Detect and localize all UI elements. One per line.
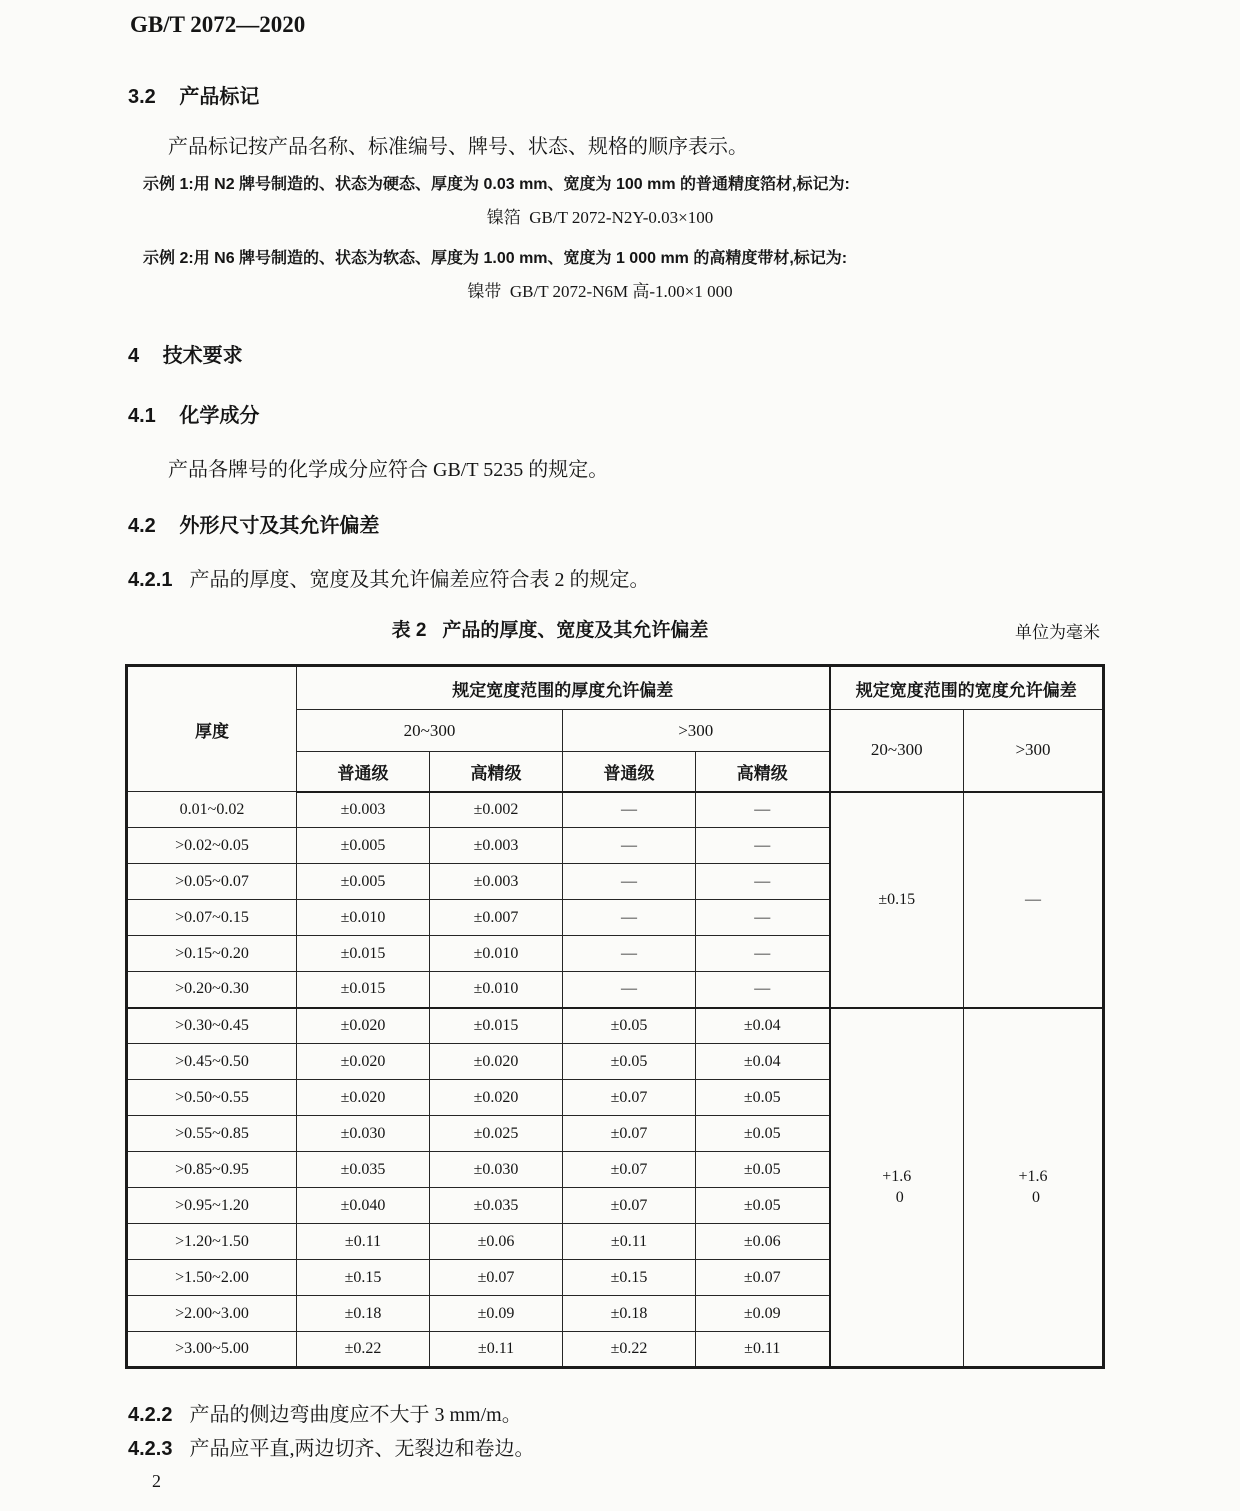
cell-high-20-300: ±0.002 xyxy=(430,792,563,828)
merged-cell-width-tol-20-300: ±0.15 xyxy=(830,792,964,1008)
cell-thickness: >0.95~1.20 xyxy=(127,1188,297,1224)
header-grade-high: 高精级 xyxy=(430,752,563,792)
cell-normal-gt300: ±0.22 xyxy=(563,1332,696,1368)
cell-normal-20-300: ±0.020 xyxy=(297,1008,430,1044)
cell-thickness: >0.05~0.07 xyxy=(127,864,297,900)
header-width-range-gt300: >300 xyxy=(964,710,1104,792)
cell-normal-20-300: ±0.020 xyxy=(297,1044,430,1080)
example-2-marking: 镍带 GB/T 2072-N6M 高-1.00×1 000 xyxy=(467,282,733,301)
cell-normal-20-300: ±0.003 xyxy=(297,792,430,828)
clause-text: 产品应平直,两边切齐、无裂边和卷边。 xyxy=(189,1438,535,1460)
header-grade-high: 高精级 xyxy=(696,752,830,792)
tolerance-lower-value: 0 xyxy=(1032,1189,1040,1207)
cell-high-gt300: ±0.11 xyxy=(696,1332,830,1368)
cell-thickness: 0.01~0.02 xyxy=(127,792,297,828)
cell-thickness: >3.00~5.00 xyxy=(127,1332,297,1368)
cell-thickness: >1.20~1.50 xyxy=(127,1224,297,1260)
example-1-label: 示例 1: xyxy=(143,176,194,193)
clause-4-2-heading xyxy=(0,513,1240,539)
cell-normal-gt300: ±0.07 xyxy=(563,1152,696,1188)
cell-normal-20-300: ±0.015 xyxy=(297,936,430,972)
table2-caption-row xyxy=(0,619,1240,643)
clause-4-2-2 xyxy=(0,1402,1240,1428)
header-grade-normal: 普通级 xyxy=(297,752,430,792)
cell-high-20-300: ±0.07 xyxy=(430,1260,563,1296)
example-1-marking: 镍箔 GB/T 2072-N2Y-0.03×100 xyxy=(486,208,714,227)
clause-text: 产品的侧边弯曲度应不大于 3 mm/m。 xyxy=(189,1404,522,1426)
clause-text: 产品的厚度、宽度及其允许偏差应符合表 2 的规定。 xyxy=(189,569,650,591)
clause-title: 技术要求 xyxy=(162,345,243,367)
header-grade-normal: 普通级 xyxy=(563,752,696,792)
table2-body xyxy=(127,792,1104,1368)
cell-normal-gt300: — xyxy=(563,828,696,864)
cell-high-gt300: ±0.05 xyxy=(696,1116,830,1152)
clause-number: 4.2 xyxy=(128,515,156,537)
cell-high-gt300: ±0.05 xyxy=(696,1080,830,1116)
cell-normal-20-300: ±0.15 xyxy=(297,1260,430,1296)
merged-cell-width-tol-gt300 xyxy=(964,1008,1104,1368)
cell-normal-gt300: ±0.05 xyxy=(563,1008,696,1044)
cell-normal-gt300: — xyxy=(563,792,696,828)
clause-4-2-1 xyxy=(0,567,1240,593)
cell-high-gt300: ±0.05 xyxy=(696,1152,830,1188)
table2 xyxy=(125,664,1105,1369)
cell-normal-gt300: ±0.07 xyxy=(563,1188,696,1224)
cell-normal-20-300: ±0.020 xyxy=(297,1080,430,1116)
cell-thickness: >0.07~0.15 xyxy=(127,900,297,936)
cell-high-20-300: ±0.025 xyxy=(430,1116,563,1152)
cell-normal-20-300: ±0.22 xyxy=(297,1332,430,1368)
cell-thickness: >0.45~0.50 xyxy=(127,1044,297,1080)
cell-normal-20-300: ±0.040 xyxy=(297,1188,430,1224)
cell-normal-20-300: ±0.010 xyxy=(297,900,430,936)
cell-high-20-300: ±0.007 xyxy=(430,900,563,936)
cell-high-gt300: — xyxy=(696,972,830,1008)
cell-high-20-300: ±0.09 xyxy=(430,1296,563,1332)
cell-high-20-300: ±0.003 xyxy=(430,828,563,864)
cell-thickness: >0.50~0.55 xyxy=(127,1080,297,1116)
example-1-text: 用 N2 牌号制造的、状态为硬态、厚度为 0.03 mm、宽度为 100 mm 的普通精度箔材,标记为: xyxy=(193,176,850,193)
cell-normal-20-300: ±0.015 xyxy=(297,972,430,1008)
clause-3-2-heading xyxy=(0,84,1240,110)
cell-high-20-300: ±0.010 xyxy=(430,972,563,1008)
merged-cell-width-tol-gt300: — xyxy=(964,792,1104,1008)
cell-normal-gt300: ±0.15 xyxy=(563,1260,696,1296)
header-thickness-tolerance-group: 规定宽度范围的厚度允许偏差 xyxy=(297,666,830,710)
clause-4-heading xyxy=(0,343,1240,369)
cell-normal-20-300: ±0.005 xyxy=(297,828,430,864)
cell-normal-20-300: ±0.005 xyxy=(297,864,430,900)
clause-4-1-body: 产品各牌号的化学成分应符合 GB/T 5235 的规定。 xyxy=(168,459,609,481)
page-number: 2 xyxy=(152,1471,161,1491)
cell-normal-gt300: ±0.07 xyxy=(563,1116,696,1152)
table2-caption xyxy=(0,619,1100,643)
example-2 xyxy=(0,248,1240,270)
cell-high-gt300: ±0.04 xyxy=(696,1008,830,1044)
header-width-tolerance-group: 规定宽度范围的宽度允许偏差 xyxy=(830,666,1104,710)
cell-thickness: >0.02~0.05 xyxy=(127,828,297,864)
cell-normal-gt300: — xyxy=(563,900,696,936)
table-row xyxy=(127,792,1104,828)
header-thickness: 厚度 xyxy=(127,666,297,792)
header-range-gt300: >300 xyxy=(563,710,830,752)
cell-high-gt300: — xyxy=(696,828,830,864)
header-width-range-20-300: 20~300 xyxy=(830,710,964,792)
clause-number: 3.2 xyxy=(128,86,156,108)
cell-high-gt300: — xyxy=(696,792,830,828)
clause-title: 产品标记 xyxy=(179,86,260,108)
cell-normal-20-300: ±0.18 xyxy=(297,1296,430,1332)
cell-high-20-300: ±0.030 xyxy=(430,1152,563,1188)
example-2-label: 示例 2: xyxy=(143,250,194,267)
clause-number: 4.2.3 xyxy=(128,1438,173,1460)
cell-high-gt300: ±0.06 xyxy=(696,1224,830,1260)
cell-normal-gt300: ±0.11 xyxy=(563,1224,696,1260)
table2-header xyxy=(127,666,1104,792)
cell-normal-gt300: — xyxy=(563,972,696,1008)
clause-title: 化学成分 xyxy=(179,405,260,427)
merged-cell-width-tol-20-300 xyxy=(830,1008,964,1368)
tolerance-upper-value: +1.6 xyxy=(1018,1168,1048,1186)
cell-thickness: >0.20~0.30 xyxy=(127,972,297,1008)
cell-normal-gt300: ±0.07 xyxy=(563,1080,696,1116)
cell-thickness: >0.55~0.85 xyxy=(127,1116,297,1152)
cell-high-20-300: ±0.035 xyxy=(430,1188,563,1224)
clause-4-1-heading xyxy=(0,403,1240,429)
cell-high-20-300: ±0.015 xyxy=(430,1008,563,1044)
clause-title: 外形尺寸及其允许偏差 xyxy=(179,515,380,537)
table-row xyxy=(127,1008,1104,1044)
cell-high-gt300: ±0.04 xyxy=(696,1044,830,1080)
cell-high-gt300: ±0.09 xyxy=(696,1296,830,1332)
cell-high-20-300: ±0.003 xyxy=(430,864,563,900)
cell-high-20-300: ±0.06 xyxy=(430,1224,563,1260)
clause-4-2-3 xyxy=(0,1436,1240,1462)
cell-high-gt300: ±0.07 xyxy=(696,1260,830,1296)
cell-thickness: >0.85~0.95 xyxy=(127,1152,297,1188)
cell-high-gt300: — xyxy=(696,864,830,900)
example-2-text: 用 N6 牌号制造的、状态为软态、厚度为 1.00 mm、宽度为 1 000 mm 的高精度带材,标记为: xyxy=(193,250,848,267)
cell-normal-20-300: ±0.035 xyxy=(297,1152,430,1188)
cell-normal-gt300: ±0.18 xyxy=(563,1296,696,1332)
cell-normal-20-300: ±0.030 xyxy=(297,1116,430,1152)
cell-thickness: >0.15~0.20 xyxy=(127,936,297,972)
tolerance-upper-value: +1.6 xyxy=(882,1168,912,1186)
cell-normal-gt300: — xyxy=(563,864,696,900)
cell-thickness: >2.00~3.00 xyxy=(127,1296,297,1332)
cell-high-20-300: ±0.020 xyxy=(430,1080,563,1116)
table2-unit-note: 单位为毫米 xyxy=(1015,623,1100,642)
table-caption-label: 表 2 xyxy=(391,620,427,641)
cell-thickness: >1.50~2.00 xyxy=(127,1260,297,1296)
clause-number: 4.2.1 xyxy=(128,569,173,591)
cell-normal-20-300: ±0.11 xyxy=(297,1224,430,1260)
clause-3-2-body: 产品标记按产品名称、标准编号、牌号、状态、规格的顺序表示。 xyxy=(168,136,748,158)
cell-high-20-300: ±0.020 xyxy=(430,1044,563,1080)
clause-number: 4.2.2 xyxy=(128,1404,173,1426)
example-1 xyxy=(0,174,1240,196)
cell-normal-gt300: — xyxy=(563,936,696,972)
header-row-1 xyxy=(127,666,1104,710)
cell-high-20-300: ±0.11 xyxy=(430,1332,563,1368)
cell-normal-gt300: ±0.05 xyxy=(563,1044,696,1080)
clause-number: 4.1 xyxy=(128,405,156,427)
header-range-20-300: 20~300 xyxy=(297,710,563,752)
tolerance-lower-value: 0 xyxy=(895,1189,904,1207)
cell-high-gt300: — xyxy=(696,936,830,972)
clause-number: 4 xyxy=(128,345,140,367)
cell-thickness: >0.30~0.45 xyxy=(127,1008,297,1044)
standard-code: GB/T 2072—2020 xyxy=(130,12,306,37)
table-caption-title: 产品的厚度、宽度及其允许偏差 xyxy=(442,620,709,641)
cell-high-gt300: ±0.05 xyxy=(696,1188,830,1224)
cell-high-gt300: — xyxy=(696,900,830,936)
cell-high-20-300: ±0.010 xyxy=(430,936,563,972)
